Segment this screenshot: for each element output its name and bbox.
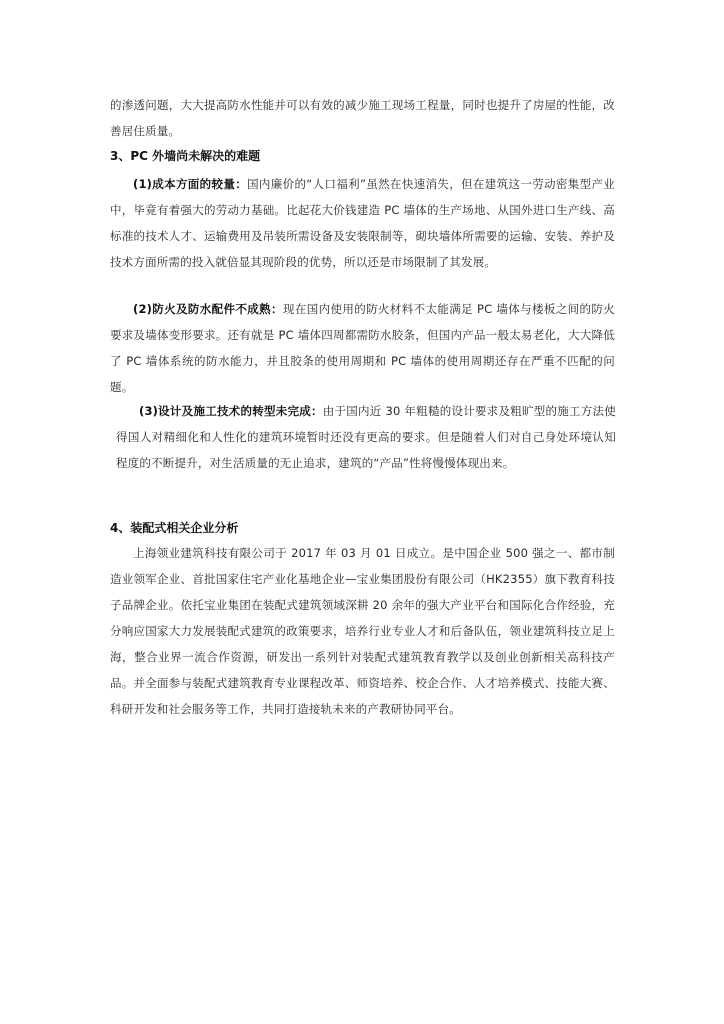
paragraph-cost-body: 国内廉价的“人口福利”虽然在快速消失，但在建筑这一劳动密集型产业中，毕竟有着强大的劳动力基础。比起花大价钱建造 PC 墙体的生产场地、从国外进口生产线、高标准的技术人才、运输费用及吊装所需设备及安装限制等，砌块墙体所需要的运输、安装、养护及技术方面所需的投入就倍显其现阶段的优势，所以还是市场限制了其发展。 bbox=[110, 177, 616, 269]
intro-paragraph: 的渗透问题，大大提高防水性能并可以有效的减少施工现场工程量，同时也提升了房屋的性能，改善居住质量。 bbox=[110, 98, 615, 138]
paragraph-cost bbox=[110, 171, 615, 275]
paragraph-company: 上海领业建筑科技有限公司于 2017 年 03 月 01 日成立。是中国企业 500 强之一、都市制造业领军企业、首批国家住宅产业化基地企业—宝业集团股份有限公司（HK2355）旗下教育科技子品牌企业。依托宝业集团在装配式建筑领域深耕 20 余年的强大产业平台和国际化合作经验，充分响应国家大力发展装配式建筑的政策要求，培养行业专业人才和后备队伍，领业建筑科技立足上海，整合业界一流合作资源，研发出一系列针对装配式建筑教育教学以及创业创新相关高科技产品。并全面参与装配式建筑教育专业课程改革、师资培养、校企合作、人才培养模式、技能大赛、科研开发和社会服务等工作，共同打造接轨未来的产教研协同平台。 bbox=[110, 546, 615, 716]
paragraph-fire-water-lead: (2)防火及防水配件不成熟： bbox=[133, 302, 283, 316]
paragraph-cost-lead: (1)成本方面的较量： bbox=[133, 177, 248, 191]
paragraph-design-body: 由于国内近 30 年粗糙的设计要求及粗旷型的施工方法使得国人对精细化和人性化的建筑环境暂时还没有更高的要求。但是随着人们对自己身处环境认知程度的不断提升，对生活质量的无止追求，建筑的“产品”性将慢慢体现出来。 bbox=[116, 404, 616, 470]
paragraph-design bbox=[116, 398, 616, 476]
paragraph-fire-water-body: 现在国内使用的防火材料不太能满足 PC 墙体与楼板之间的防火要求及墙体变形要求。还有就是 PC 墙体四周都需防水胶条，但国内产品一般太易老化，大大降低了 PC 墙体系统的防水能力，并且胶条的使用周期和 PC 墙体的使用周期还存在严重不匹配的问题。 bbox=[110, 302, 615, 394]
section-4-heading: 4、装配式相关企业分析 bbox=[110, 521, 239, 535]
paragraph-fire-water bbox=[110, 296, 615, 400]
section-3-heading: 3、PC 外墙尚未解决的难题 bbox=[110, 149, 261, 163]
paragraph-design-lead: (3)设计及施工技术的转型未完成： bbox=[139, 404, 323, 418]
